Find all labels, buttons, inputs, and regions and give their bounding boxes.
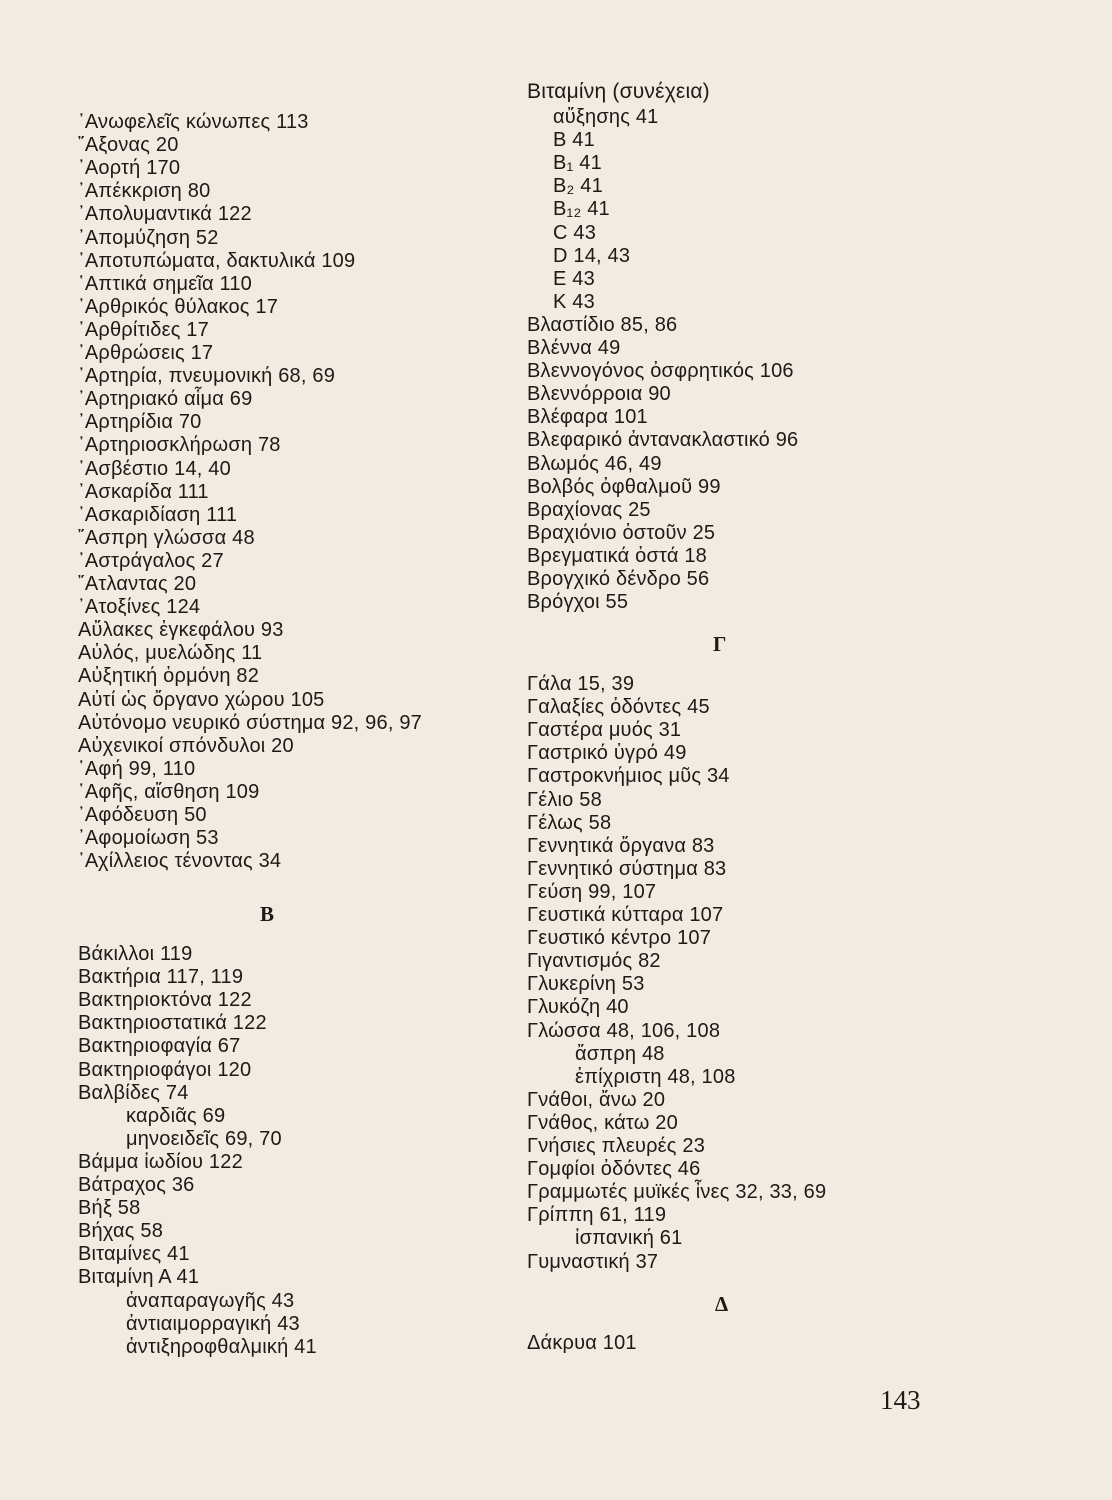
index-entry: ᾿Αφόδευση 50 [78,804,207,826]
index-entry: B₁ 41 [553,152,602,175]
index-entry: Γεύση 99, 107 [527,880,657,903]
index-entry: Βακτήρια 117, 119 [78,966,244,989]
index-entry: Γαστέρα μυός 31 [527,719,682,742]
index-entry: Γυμναστική 37 [527,1250,659,1273]
index-entry: Αὐξητική ὁρμόνη 82 [78,665,260,688]
index-entry: ᾿Απομύζηση 52 [78,226,219,249]
index-entry: Βρεγματικά ὀστά 18 [527,544,707,567]
index-entry: Γνήσιες πλευρές 23 [527,1135,706,1157]
index-entry: Γεννητικά ὄργανα 83 [527,834,715,857]
index-entry: αὔξησης 41 [553,106,659,128]
index-entry: ῾Απτικά σημεῖα 110 [78,272,252,295]
index-entry: ᾿Αχίλλειος τένοντας 34 [78,850,282,873]
index-entry: Γευστικά κύτταρα 107 [527,904,724,926]
index-entry: B₂ 41 [553,175,603,198]
index-entry: C 43 [553,221,597,244]
index-entry: Αὐλός, μυελώδης 11 [78,642,263,665]
section-letter: Γ [713,632,727,656]
index-entry: Βρόγχοι 55 [527,591,629,614]
index-entry: Γέλιο 58 [527,788,602,811]
index-entry: ῎Ασπρη γλώσσα 48 [78,526,255,549]
index-entry: Γραμμωτές μυϊκές ἶνες 32, 33, 69 [527,1181,827,1204]
index-entry: Γλυκόζη 40 [527,996,629,1019]
index-entry: Γαστρικό ὑγρό 49 [527,742,687,765]
page-number: 143 [880,1385,921,1415]
index-entry: Βακτηριοκτόνα 122 [78,989,252,1012]
index-entry: Βαλβίδες 74 [78,1081,189,1104]
index-entry: ἀντιαιμορραγική 43 [126,1312,300,1335]
index-entry: ἰσπανική 61 [575,1227,683,1250]
index-entry: ᾿Αρτηριοσκλήρωση 78 [78,434,281,457]
index-entry: Βακτηριοφαγία 67 [78,1035,241,1058]
section-letter: Β [260,902,275,926]
index-entry: Βλαστίδιο 85, 86 [527,313,678,336]
index-entry: Βιταμίνες 41 [78,1243,190,1266]
index-entry: Γλυκερίνη 53 [527,973,645,996]
index-entry: Γαλαξίες ὀδόντες 45 [527,696,710,719]
continued-heading: Βιταμίνη (συνέχεια) [527,80,710,103]
index-entry: Βλεννογόνος ὀσφρητικός 106 [527,360,794,383]
index-entry: Γεννητικό σύστημα 83 [527,857,727,880]
index-entry: Γέλως 58 [527,811,612,834]
index-entry: Γάλα 15, 39 [527,673,635,695]
index-entry: Βήχας 58 [78,1220,164,1243]
index-entry: Βλωμός 46, 49 [527,452,662,475]
index-entry: ᾿Ασκαριδίαση 111 [78,503,238,526]
section-letter: Δ [715,1292,729,1316]
index-entry: ᾿Απέκκριση 80 [78,180,211,203]
index-entry: Γνάθοι, ἄνω 20 [527,1088,666,1111]
index-entry: E 43 [553,267,595,290]
index-entry: ἄσπρη 48 [575,1042,665,1065]
index-entry: ᾿Αορτή 170 [78,157,181,180]
index-entry: ῾Αφῆς, αἴσθηση 109 [78,780,260,803]
index-entry: Αὔλακες ἐγκεφάλου 93 [78,619,284,642]
index-entry: ᾿Αποτυπώματα, δακτυλικά 109 [78,249,356,272]
index-entry: ᾿Αρτηρία, πνευμονική 68, 69 [78,365,336,388]
index-entry: ῎Ατλαντας 20 [78,573,197,595]
index-entry: Βιταμίνη Α 41 [78,1266,200,1289]
index-entry: ᾿Αφομοίωση 53 [78,827,219,850]
index-entry: Βρογχικό δένδρο 56 [527,568,710,590]
index-entry: Βακτηριοστατικά 122 [78,1012,267,1035]
index-entry: ᾿Αρτηριακό αἷμα 69 [78,388,253,411]
index-entry: D 14, 43 [553,244,631,267]
index-entry: καρδιᾶς 69 [126,1104,226,1127]
index-entry: ᾿Ανωφελεῖς κώνωπες 113 [78,111,309,133]
index-entry: Γρίππη 61, 119 [527,1204,667,1227]
index-entry: B₁₂ 41 [553,198,610,221]
index-entry: ᾿Ασβέστιο 14, 40 [78,457,231,480]
index-entry: Δάκρυα 101 [527,1332,637,1354]
index-entry: Γαστροκνήμιος μῦς 34 [527,765,730,788]
index-entry: Γλώσσα 48, 106, 108 [527,1019,721,1042]
index-entry: Βλεφαρικό ἀντανακλαστικό 96 [527,429,799,452]
index-entry: Βολβός ὀφθαλμοῦ 99 [527,475,721,498]
index-entry: μηνοειδεῖς 69, 70 [126,1127,282,1150]
index-entry: ᾿Αρθρικός θύλακος 17 [78,295,279,318]
index-entry: Αὐτί ὡς ὄργανο χώρου 105 [78,688,325,711]
index-entry: ᾿Αρθρώσεις 17 [78,342,214,364]
index-entry: Βήξ 58 [78,1197,141,1220]
index-entry: Γευστικό κέντρο 107 [527,927,712,950]
index-entry: Γιγαντισμός 82 [527,950,661,973]
index-entry: Βραχίονας 25 [527,498,651,521]
index-entry: Βλεννόρροια 90 [527,383,671,406]
index-entry: Γομφίοι ὀδόντες 46 [527,1158,701,1181]
index-entry: Βακτηριοφάγοι 120 [78,1058,252,1081]
index-entry: ᾿Ασκαρίδα 111 [78,480,209,503]
index-entry: Αὐτόνομο νευρικό σύστημα 92, 96, 97 [78,711,422,734]
index-entry: ῾Αφή 99, 110 [78,757,196,780]
index-entry: Βάμμα ἰωδίου 122 [78,1150,243,1173]
index-entry: Βλέννα 49 [527,337,621,359]
index-entry: ἀντιξηροφθαλμική 41 [126,1335,317,1358]
index-entry: Γνάθος, κάτω 20 [527,1111,678,1134]
index-entry: ἀναπαραγωγῆς 43 [126,1289,295,1312]
index-entry: Αὐχενικοί σπόνδυλοι 20 [78,734,294,757]
index-entry: ᾿Ατοξίνες 124 [78,596,201,619]
index-entry: Βλέφαρα 101 [527,406,648,429]
index-entry: B 41 [553,129,595,152]
index-entry: Βραχιόνιο ὀστοῦν 25 [527,521,716,544]
index-entry: ᾿Αστράγαλος 27 [78,549,224,572]
index-entry: ᾿Αρθρίτιδες 17 [78,318,209,341]
index-entry: K 43 [553,290,595,313]
index-entry: ἐπίχριστη 48, 108 [575,1065,736,1088]
index-entry: ᾿Απολυμαντικά 122 [78,203,252,226]
index-entry: ῎Αξονας 20 [78,134,179,157]
index-entry: Βάτραχος 36 [78,1174,195,1196]
index-entry: ᾿Αρτηρίδια 70 [78,411,202,434]
index-entry: Βάκιλλοι 119 [78,943,193,965]
